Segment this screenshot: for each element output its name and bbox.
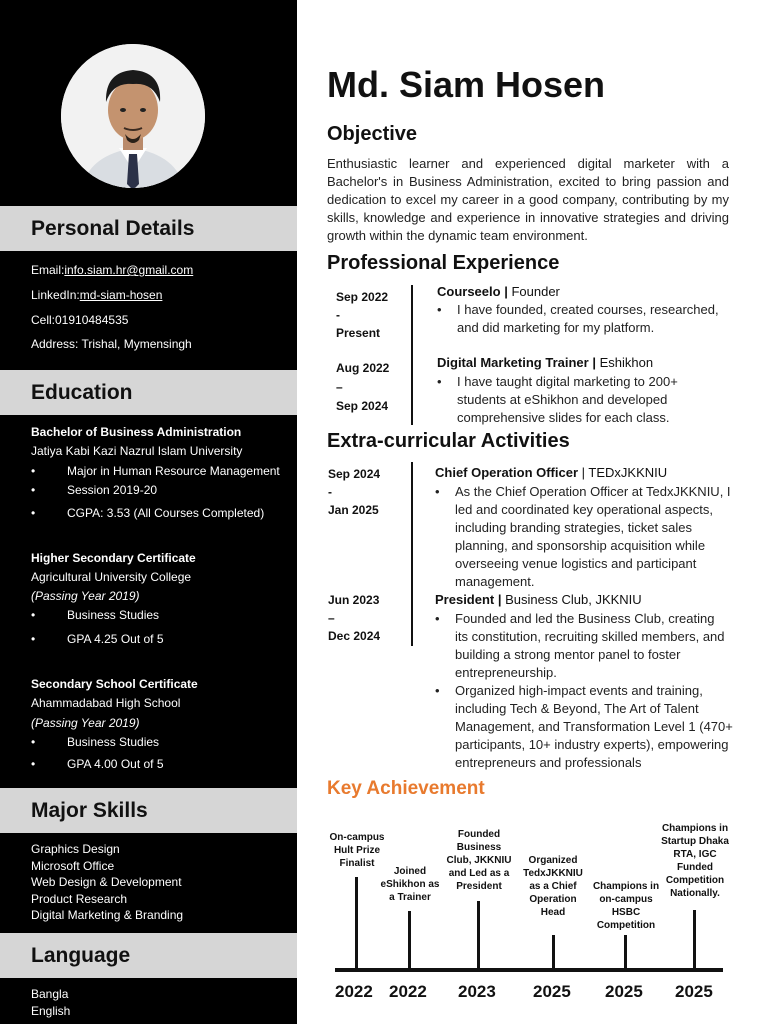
experience-bullet: • I have founded, created courses, researched, and did marketing for my platform. — [437, 302, 719, 335]
ssc-year: (Passing Year 2019) — [31, 716, 140, 730]
achievement-stem — [477, 901, 480, 969]
experience-date-end: Sep 2024 — [336, 399, 389, 413]
experience-heading: Professional Experience — [327, 252, 560, 274]
skill-item: Product Research — [31, 892, 128, 906]
key-achievement-heading: Key Achievement — [327, 778, 485, 799]
experience-date-sep: – — [336, 380, 343, 394]
bachelor-school: Jatiya Kabi Kazi Nazrul Islam University — [31, 444, 243, 458]
experience-date-sep: - — [336, 308, 340, 322]
candidate-name: Md. Siam Hosen — [327, 64, 606, 105]
bachelor-title: Bachelor of Business Administration — [31, 425, 242, 439]
achievement-stem — [624, 935, 627, 969]
profile-photo — [61, 44, 205, 188]
achievement-stem — [355, 877, 358, 969]
achievement-stem — [552, 935, 555, 969]
ssc-school: Ahammadabad High School — [31, 696, 181, 710]
email-link[interactable]: info.siam.hr@gmail.com — [64, 263, 194, 277]
skill-item: Digital Marketing & Branding — [31, 908, 184, 922]
linkedin-link[interactable]: md-siam-hosen — [79, 288, 163, 302]
achievement-label: Organized TedxJKKNIU as a Chief Operation Head — [523, 855, 583, 918]
achievement-label: Joined eShikhon as a Trainer — [380, 866, 440, 903]
achievement-timeline-axis — [335, 968, 723, 972]
skill-item: Microsoft Office — [31, 859, 115, 873]
achievement-label: Champions in on-campus HSBC Competition — [592, 881, 660, 931]
hsc-title: Higher Secondary Certificate — [31, 551, 196, 565]
activity-bullet: • As the Chief Operation Officer at TedxJKKNIU, I led and coordinated key operational aspects, including branding strategies, ticket sales planning, and sponsorship acquisition while overseeing venue logistics and participant management. — [435, 484, 731, 589]
activity-date-end: Jan 2025 — [328, 503, 379, 517]
activity-date-sep: - — [328, 485, 332, 499]
achievement-year: 2025 — [675, 982, 713, 1001]
sidebar: Personal Details Email:info.siam.hr@gmail.com LinkedIn:md-siam-hosen Cell:01910484535 Address: Trishal, Mymensingh Education Bachelor of Business Administration Jatiya Kabi Kazi Nazrul Islam University • Major in Human Resource Management • Session 2019-20 • CGPA: 3.53 (All Courses Completed) Higher Secondary Certificate Agricultural University College (Passing Year 2019) • Business Studies • GPA 4.25 Out of 5 Secondary School Certificate Ahammadabad High School (Passing Year 2019) • Business Studies • GPA 4.00 Out of 5 Major Skills Graphics Design Microsoft Office Web Design & Development Product Research Digital Marketing & Branding Language Bangla English — [0, 0, 297, 1024]
activity-date-sep: – — [328, 611, 335, 625]
skill-item: Graphics Design — [31, 842, 120, 856]
activity-date-end: Dec 2024 — [328, 629, 381, 643]
achievement-label: Champions in Startup Dhaka RTA, IGC Funded Competition Nationally. — [661, 823, 729, 899]
linkedin-label: LinkedIn: — [31, 288, 80, 302]
ssc-title: Secondary School Certificate — [31, 677, 198, 691]
experience-date-start: Sep 2022 — [336, 290, 389, 304]
hsc-year: (Passing Year 2019) — [31, 589, 140, 603]
activity-role: President | Business Club, JKKNIU — [435, 592, 642, 607]
education-heading: Education — [0, 370, 297, 415]
cell-line: Cell:01910484535 — [31, 313, 129, 327]
experience-bullet: • I have taught digital marketing to 200+ students at eShikhon and developed comprehensive slides for each class. — [437, 374, 678, 425]
extracurricular-timeline-line — [411, 462, 413, 646]
activity-bullet: • Founded and led the Business Club, creating its constitution, recruiting skilled members, and building a strong mentor panel to foster entrepreneurship. — [435, 611, 725, 680]
extracurricular-heading: Extra-curricular Activities — [327, 430, 570, 452]
achievement-year: 2025 — [605, 982, 643, 1001]
experience-role: Courseelo | Founder — [437, 284, 560, 299]
experience-role: Digital Marketing Trainer | Eshikhon — [437, 355, 654, 370]
objective-text: Enthusiastic learner and experienced digital marketer with a Bachelor's in Business Administration, excited to bring passion and dedication to excel my career in a good company, contributing by my skills, knowledge and experience in innovative strategies and driving growth within the dynamic team environment. — [327, 156, 729, 243]
major-skills-heading: Major Skills — [0, 788, 297, 833]
achievement-year: 2025 — [533, 982, 571, 1001]
activity-role: Chief Operation Officer | TEDxJKKNIU — [435, 465, 668, 480]
achievement-label: Founded Business Club, JKKNIU and Led as a President — [446, 829, 512, 892]
address-line: Address: Trishal, Mymensingh — [31, 337, 192, 351]
activity-bullet: • Organized high-impact events and training, including Tech & Beyond, The Art of Talent Management, and Transformation Level 1 (470+ participants, 10+ industry experts), empowering entrepreneurs and professionals — [435, 683, 733, 770]
achievement-stem — [693, 910, 696, 969]
profile-photo-image — [61, 44, 205, 188]
achievement-stem — [408, 911, 411, 969]
achievement-year: 2022 — [389, 982, 427, 1001]
email-line — [31, 263, 193, 277]
activity-date-start: Sep 2024 — [328, 467, 381, 481]
skill-item: Web Design & Development — [31, 875, 182, 889]
linkedin-line — [31, 288, 162, 302]
achievement-year: 2022 — [335, 982, 373, 1001]
objective-heading: Objective — [327, 123, 418, 145]
language-item: English — [31, 1004, 71, 1018]
language-item: Bangla — [31, 987, 69, 1001]
achievement-year: 2023 — [458, 982, 496, 1001]
experience-date-start: Aug 2022 — [336, 361, 390, 375]
language-heading: Language — [0, 933, 297, 978]
achievement-label: On-campus Hult Prize Finalist — [329, 832, 385, 869]
experience-timeline-line — [411, 285, 413, 425]
hsc-school: Agricultural University College — [31, 570, 192, 584]
activity-date-start: Jun 2023 — [328, 593, 380, 607]
personal-details-heading: Personal Details — [0, 206, 297, 251]
experience-date-end: Present — [336, 326, 381, 340]
email-label: Email: — [31, 263, 65, 277]
